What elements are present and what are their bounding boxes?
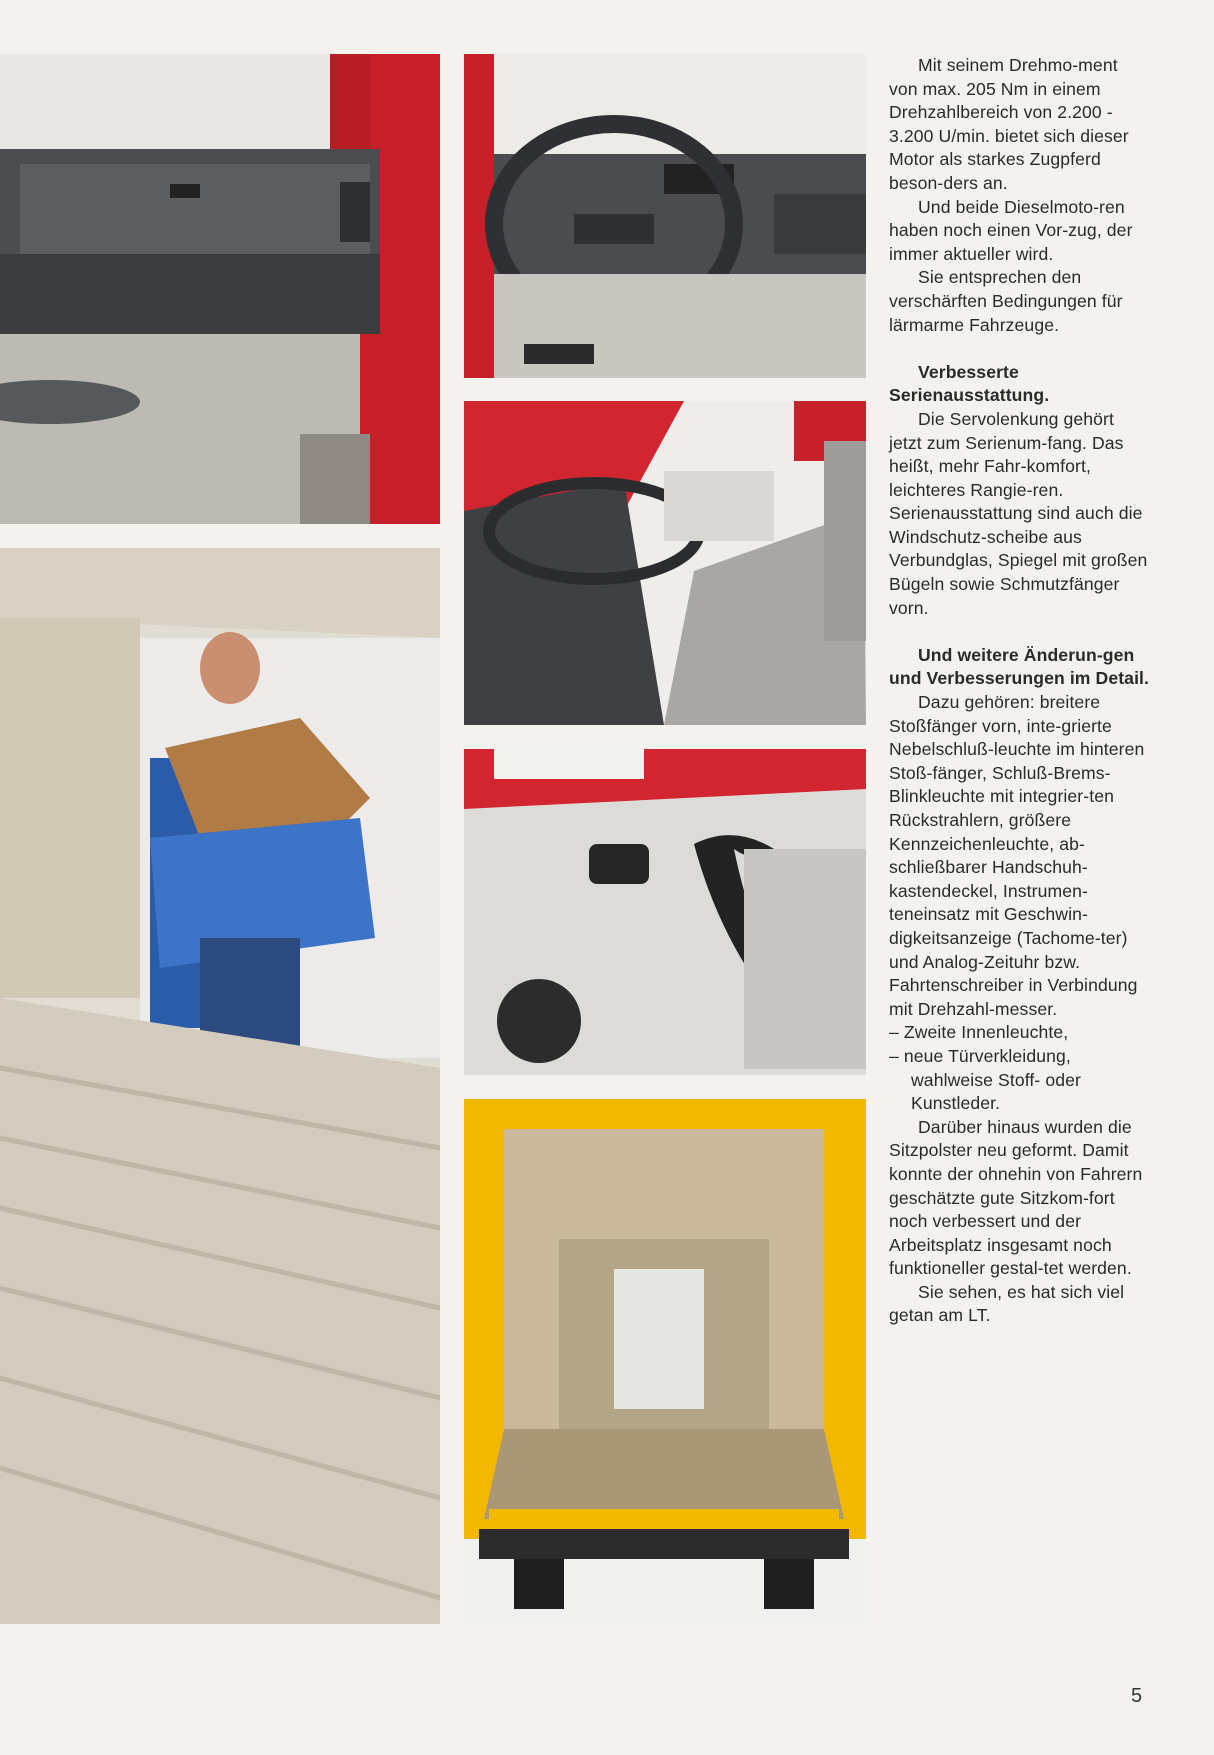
paragraph-power-steering: Die Servolenkung gehört jetzt zum Serienum-fang. Das heißt, mehr Fahr-komfort, leichteres Rangie-ren. Serienausstattung sind auch die Windschutz-scheibe aus Verbundglas, Spiegel mit großen Bügeln sowie Schmutzfänger vorn. [889, 408, 1148, 618]
paragraph-details: Dazu gehören: breitere Stoßfänger vorn, inte-grierte Nebelschluß-leuchte im hinteren Stoß-fänger, Schluß-Brems-Blinkleuchte mit integrier-ten Rückstrahlern, größere Kennzeichenleuchte, ab-schließbarer Handschuh-kastendeckel, Instrumen-teneinsatz mit Geschwin-digkeitsanzeige (Tachome-ter) und Analog-Zeituhr bzw. Fahrtenschreiber in Verbindung mit Drehzahl-messer. [889, 692, 1145, 1019]
paragraph-noise: Sie entsprechen den verschärften Bedingungen für lärmarme Fahrzeuge. [889, 267, 1123, 335]
rear-cargo-photo [464, 1099, 866, 1623]
heading-further-changes: Und weitere Änderun-gen und Verbesserungen im Detail. [889, 644, 1150, 689]
cargo-worker-photo [0, 548, 440, 1624]
steering-wheel-photo [464, 54, 866, 378]
cab-seats-photo [464, 401, 866, 725]
door-panel-photo [464, 749, 866, 1075]
page-number: 5 [1131, 1685, 1143, 1707]
list-item-door-trim: – neue Türverkleidung, wahlweise Stoff- oder Kunstleder. [889, 1045, 1081, 1114]
paragraph-diesel: Und beide Dieselmoto-ren haben noch einen Vor-zug, der immer aktueller wird. [889, 196, 1133, 264]
list-item-interior-light: – Zweite Innenleuchte, [889, 1022, 1069, 1043]
dashboard-photo [0, 54, 440, 524]
body-text-column [889, 54, 1151, 1328]
paragraph-torque: Mit seinem Drehmo-ment von max. 205 Nm in einem Drehzahlbereich von 2.200 - 3.200 U/min. bietet sich dieser Motor als starkes Zugpferd beson-ders an. [889, 55, 1129, 193]
paragraph-seats: Darüber hinaus wurden die Sitzpolster neu geformt. Damit konnte der ohnehin von Fahrern geschätzte gute Sitzkom-fort noch verbessert und der Arbeitsplatz insgesamt noch funktioneller gestal-tet werden. [889, 1116, 1143, 1279]
heading-serial-equipment: Verbesserte Serienausstattung. [889, 361, 1050, 406]
paragraph-closing: Sie sehen, es hat sich viel getan am LT. [889, 1281, 1125, 1326]
